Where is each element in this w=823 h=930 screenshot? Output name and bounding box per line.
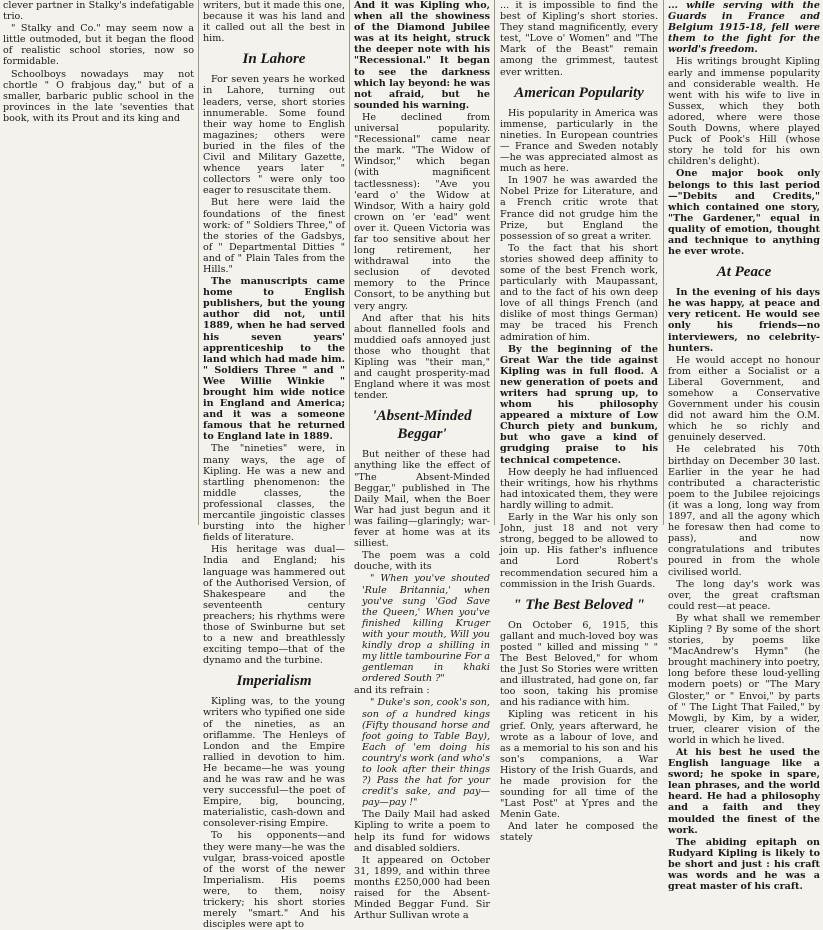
paragraph: By what shall we remember Kipling ? By some of the short stories, by poems like "MacAndrew's Hymn" (he brought machinery into poetry, long before these loud-yelling modern poets) or "The Mary Gloster," or " Envoi," by parts of " The Light That Failed," by Mowgli, by Kim, by a wider, truer, clearer vision of the world in which he lived.	[668, 612, 820, 746]
section-heading: American Popularity	[514, 84, 644, 101]
paragraph: The abiding epitaph on Rudyard Kipling is likely to be short and just : his craft was words and he was a great master of his craft.	[668, 836, 820, 893]
column-rule	[494, 0, 495, 525]
paragraph: The "nineties" were, in many ways, the age of Kipling. He was a new and startling phenomenon: the middle classes, the professional classes, the mercantile jingoistic classes bursting into the higher fields of literature.	[203, 443, 345, 544]
paragraph: clever partner in Stalky's indefatigable trio.	[3, 0, 194, 23]
section-heading: 'Absent-Minded Beggar'	[372, 408, 472, 443]
paragraph: And after that his hits about flannelled fools and muddied oafs annoyed just those who thought that Kipling was "their man," and caught prosperity-mad England where it was most tender.	[354, 312, 490, 402]
paragraph: To his opponents—and they were many—he was the vulgar, brass-voiced apostle of the worst of the newer Imperialism. His poems were, to them, noisy trickery; his short stories merely "smart." And his disciples were apt to	[203, 830, 345, 930]
paragraph: " Duke's son, cook's son, son of a hundred kings (Fifty thousand horse and foot going to Table Bay), Each of 'em doing his country's work (and who's to look after their things ?) Pass the hat for your credit's sake, and pay—pay—pay !"	[362, 697, 490, 809]
paragraph: ... while serving with the Guards in France and Belgium 1915-18, fell were them to the fight for the world's freedom.	[668, 0, 820, 56]
paragraph: ... it is impossible to find the best of Kipling's short stories. They stand magnificently, every test, "Love o' Women" and "The Mark of the Beast" remain among the grimmest, tautest ever written.	[500, 0, 658, 78]
paragraph: It appeared on October 31, 1899, and within three months £250,000 had been raised for the Absent-Minded Beggar Fund. Sir Arthur Sullivan wrote a	[354, 854, 490, 922]
section-heading: Imperialism	[236, 673, 312, 690]
paragraph: And later he composed the stately	[500, 821, 658, 844]
paragraph: How deeply he had influenced their writings, how his rhythms had intoxicated them, they were hardly willing to admit.	[500, 466, 658, 511]
paragraph: Kipling was reticent in his grief. Only, years afterward, he wrote as a labour of love, and as a memorial to his son and his son's companions, a War History of the Irish Guards, and he made provision for the sounding for all time of the "Last Post" at Ypres and the Menin Gate.	[500, 709, 658, 821]
paragraph: He declined from universal popularity. "Recessional" came near the mark. "The Widow of Windsor," which began (with magnificent tactlessness): "Ave you 'eard o' the Widow at Windsor, With a hairy gold crown on 'er 'ead" went over it. Queen Victoria was far too sensitive about her long retirement, her withdrawal into the seclusion of devoted memory to the Prince Consort, to be anything but very angry.	[354, 111, 490, 312]
paragraph: Schoolboys nowadays may not chortle " O frabjous day," but of a smaller, barbaric public school in the provinces in the late 'seventies that book, with its Prout and its king and	[3, 68, 194, 124]
column-1	[3, 0, 194, 525]
paragraph: On October 6, 1915, this gallant and much-loved boy was posted " killed and missing " " The Best Beloved," for whom the Just So Stories were written and illustrated, had gone on, far too soon, taking his promise and his radiance with him.	[500, 619, 658, 709]
column-rule	[349, 0, 350, 525]
section-heading: In Lahore	[242, 51, 306, 68]
paragraph: He would accept no honour from either a Socialist or a Liberal Government, and somehow a Conservative Government under his cousin did not award him the O.M. which he so richly and genuinely deserved.	[668, 354, 820, 444]
paragraph: and its refrain :	[354, 685, 430, 697]
paragraph: His popularity in America was immense, particularly in the nineties. In European countries — France and Sweden notably—he was appreciated almost as much as here.	[500, 107, 658, 175]
paragraph: In 1907 he was awarded the Nobel Prize for Literature, and a French critic wrote that France did not grudge him the Prize, but England the possession of so great a writer.	[500, 175, 658, 242]
paragraph: In the evening of his days he was happy, at peace and very reticent. He would see only his friends—no interviewers, no celebrity-hunters.	[668, 287, 820, 354]
column-3	[354, 0, 490, 922]
section-heading: At Peace	[716, 264, 772, 281]
column-2	[203, 0, 345, 930]
section-heading: " The Best Beloved "	[513, 596, 645, 613]
paragraph: The long day's work was over, the great craftsman could rest—at peace.	[668, 578, 820, 612]
paragraph: Kipling was, to the young writers who typified one side of the nineties, as an oriflamme. The Henleys of London and the Empire rallied in devotion to him. He became—he was young and he was raw and he was very successful—the poet of Empire, big, bouncing, materialistic, cash-down and consolever-rising Empire.	[203, 696, 345, 830]
paragraph: writers, but it made this one, because it was his land and it called out all the best in him.	[203, 0, 345, 45]
paragraph: Early in the War his only son John, just 18 and not very strong, begged to be allowed to join up. His father's influence and Lord Robert's recommendation secured him a commission in the Irish Guards.	[500, 512, 658, 590]
paragraph: His heritage was dual—India and England; his language was hammered out of the Authorised Version, of Shakespeare and the seventeenth century preachers; his rhythms were those of Swinburne but set to a new and breathlessly exciting tempo—that of the dynamo and the turbine.	[203, 544, 345, 667]
paragraph: " Stalky and Co." may seem now a little outmoded, but it began the flood of realistic school stories, now so formidable.	[3, 23, 194, 68]
column-rule	[198, 0, 199, 525]
column-rule	[663, 0, 664, 525]
paragraph: For seven years he worked in Lahore, turning out leaders, verse, short stories innumerable. Some found their way home to English magazines; others were buried in the files of the Civil and Military Gazette, whence years later " collectors " were only too eager to resuscitate them.	[203, 74, 345, 197]
paragraph: His writings brought Kipling early and immense popularity and considerable wealth. He went with his wife to live in Sussex, which they both adored, where were those South Downs, where played Puck of Pook's Hill (whose story he told for his own children's delight).	[668, 56, 820, 168]
paragraph: He celebrated his 70th birthday on December 30 last. Earlier in the year he had contributed a characteristic poem to the Jubilee rejoicings (it was a long, long way from 1897, and all the agony which he foresaw then had come to pass), and now congratulations and tributes poured in from the whole civilised world.	[668, 444, 820, 578]
column-5	[668, 0, 820, 893]
paragraph: " When you've shouted 'Rule Britannia,' when you've sung 'God Save the Queen,' When you've finished killing Kruger with your mouth, Will you kindly drop a shilling in my little tambourine For a gentleman in khaki ordered South ?"	[362, 573, 490, 685]
paragraph: But here were laid the foundations of the finest work: of " Soldiers Three," of the stories of the Gadsbys, of " Departmental Ditties " and of " Plain Tales from the Hills."	[203, 197, 345, 275]
paragraph: One major book only belongs to this last period—"Debits and Credits," which contained one story, "The Gardener," equal in quality of emotion, thought and technique to anything he ever wrote.	[668, 168, 820, 258]
paragraph: The manuscripts came home to English publishers, but the young author did not, until 1889, when he had served his seven years' apprenticeship to the land which had made him. " Soldiers Three " and " Wee Willie Winkie " brought him wide notice in England and America; and it was a someone famous that he returned to England late in 1889.	[203, 276, 345, 443]
paragraph: But neither of these had anything like the effect of "The Absent-Minded Beggar," published in The Daily Mail, when the Boer War had just begun and it was failing—glaringly; war-fever at home was at its silliest.	[354, 449, 490, 550]
paragraph: At his best he used the English language like a sword; he spoke in spare, lean phrases, and the world heard. He had a philosophy and a faith and they moulded the finest of the work.	[668, 747, 820, 836]
paragraph: The Daily Mail had asked Kipling to write a poem to help its fund for widows and disabled soldiers.	[354, 809, 490, 854]
paragraph: To the fact that his short stories showed deep affinity to some of the best French work, particularly with Maupassant, and to the fact of his own deep love of all things French (and dislike of most things German) may be traced his French admiration of him.	[500, 242, 658, 343]
paragraph: And it was Kipling who, when all the showiness of the Diamond Jubilee was at its height, struck the deeper note with his "Recessional." It began to see the darkness which lay beyond: he was not afraid, but he sounded his warning.	[354, 0, 490, 111]
paragraph: The poem was a cold douche, with its	[354, 550, 490, 573]
paragraph: By the beginning of the Great War the tide against Kipling was in full flood. A new generation of poets and writers had sprung up, to whom his philosophy appeared a mixture of Low Church piety and bunkum, but who gave a kind of grudging praise to his technical competence.	[500, 343, 658, 466]
column-4	[500, 0, 658, 844]
